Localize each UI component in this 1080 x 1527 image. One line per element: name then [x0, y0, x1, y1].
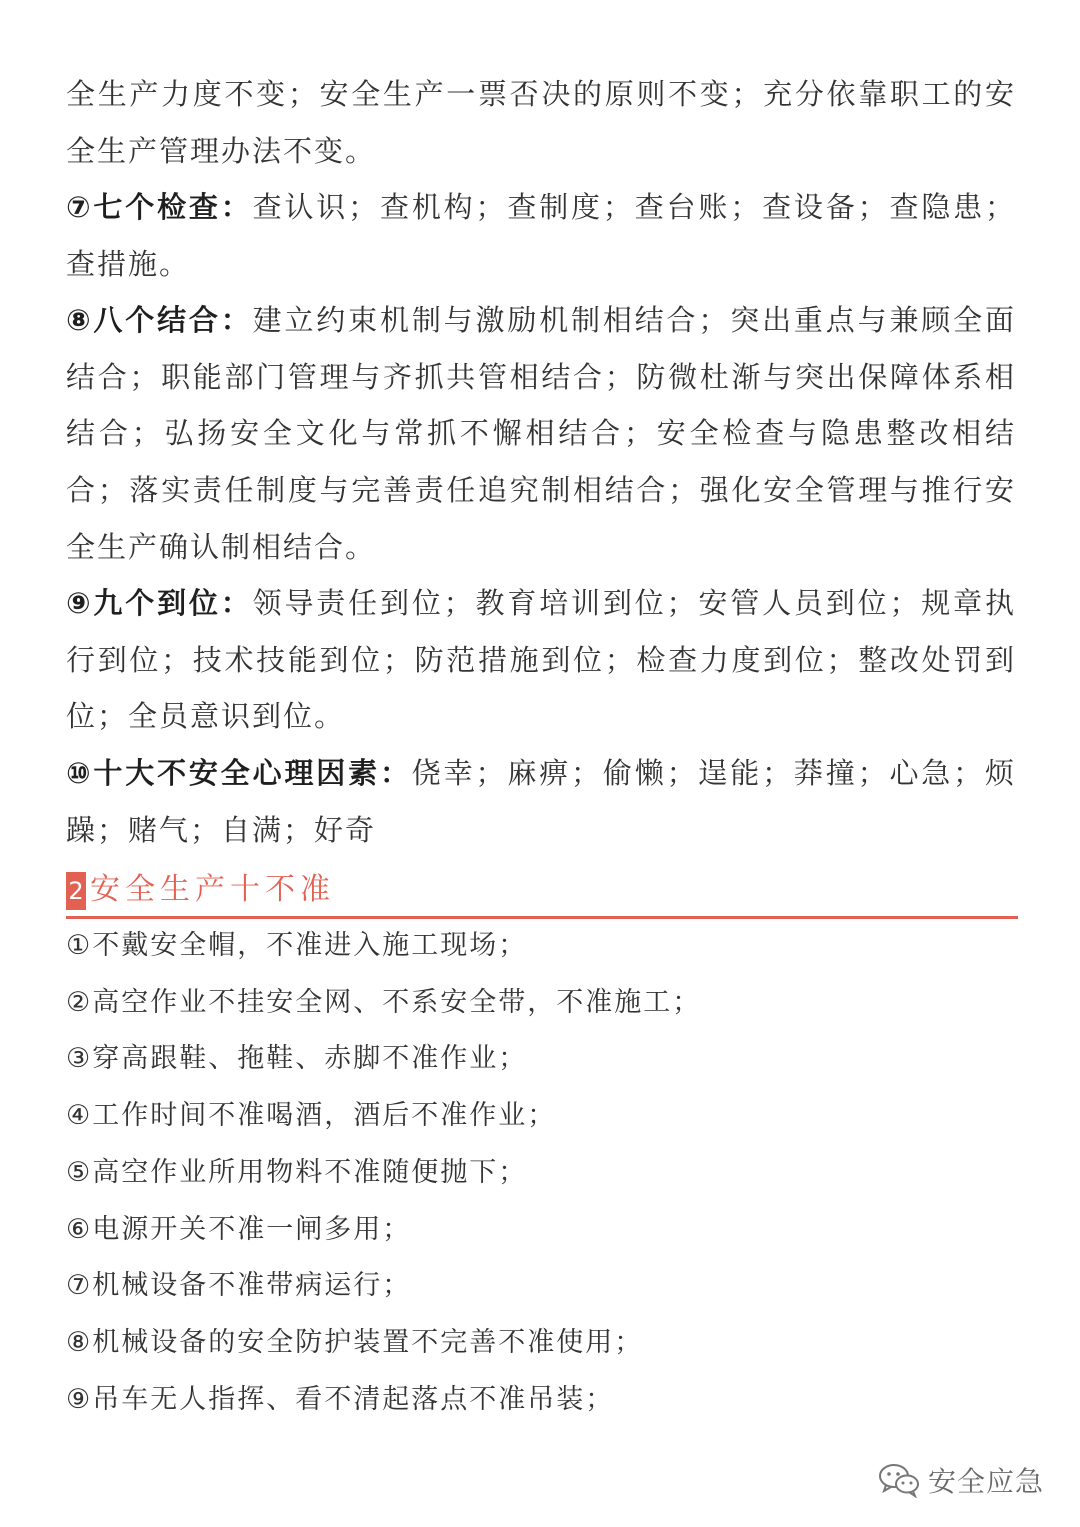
list-item: ④工作时间不准喝酒，酒后不准作业；: [66, 1100, 557, 1132]
list-item: ③穿高跟鞋、拖鞋、赤脚不准作业；: [66, 1043, 528, 1075]
paragraph-label: ⑧八个结合：: [66, 303, 253, 337]
wechat-icon: [878, 1462, 920, 1498]
paragraph-label: ⑨九个到位：: [66, 586, 253, 620]
paragraph-ten-factors: [66, 745, 1016, 858]
list-item: ⑥电源开关不准一闸多用；: [66, 1213, 412, 1245]
paragraph-text: 建立约束机制与激励机制相结合；突出重点与兼顾全面结合；职能部门管理与齐抓共管相结合；防微杜渐与突出保障体系相结合；弘扬安全文化与常抓不懈相结合；安全检查与隐患整改相结合；落实责任制度与完善责任追究制相结合；强化安全管理与推行安全生产确认制相结合。: [66, 303, 1016, 564]
paragraph-text: 侥幸；麻痹；偷懒；逞能；莽撞；心急；烦躁；赌气；自满；好奇: [66, 756, 1016, 847]
paragraph-text: 查认识；查机构；查制度；查台账；查设备；查隐患；查措施。: [66, 190, 1016, 281]
watermark-text: 安全应急: [927, 1465, 1044, 1498]
paragraph-label: ⑩十大不安全心理因素：: [66, 756, 412, 790]
watermark: [878, 1455, 1044, 1505]
list-item: ⑦机械设备不准带病运行；: [66, 1270, 412, 1302]
section-number-badge: 2: [66, 872, 86, 910]
paragraph-eight-combinations: [66, 292, 1016, 576]
paragraph-nine-in-place: [66, 575, 1016, 745]
paragraph-text: 全生产力度不变；安全生产一票否决的原则不变；充分依靠职工的安全生产管理办法不变。: [66, 77, 1016, 168]
paragraph-text: 领导责任到位；教育培训到位；安管人员到位；规章执行到位；技术技能到位；防范措施到位；检查力度到位；整改处罚到位；全员意识到位。: [66, 586, 1016, 734]
paragraph-intro: [66, 66, 1016, 179]
list-item: ⑧机械设备的安全防护装置不完善不准使用；: [66, 1326, 644, 1358]
section-header: [66, 860, 1018, 919]
list-item: ②高空作业不挂安全网、不系安全带，不准施工；: [66, 986, 702, 1018]
list-item: ⑤高空作业所用物料不准随便抛下；: [66, 1156, 528, 1188]
section-title: 安全生产十不准: [90, 872, 335, 907]
paragraph-label: ⑦七个检查：: [66, 190, 253, 224]
list-item: ⑨吊车无人指挥、看不清起落点不准吊装；: [66, 1383, 615, 1415]
rules-list: [66, 918, 701, 1428]
list-item: ①不戴安全帽，不准进入施工现场；: [66, 930, 528, 961]
paragraph-seven-checks: [66, 179, 1016, 292]
